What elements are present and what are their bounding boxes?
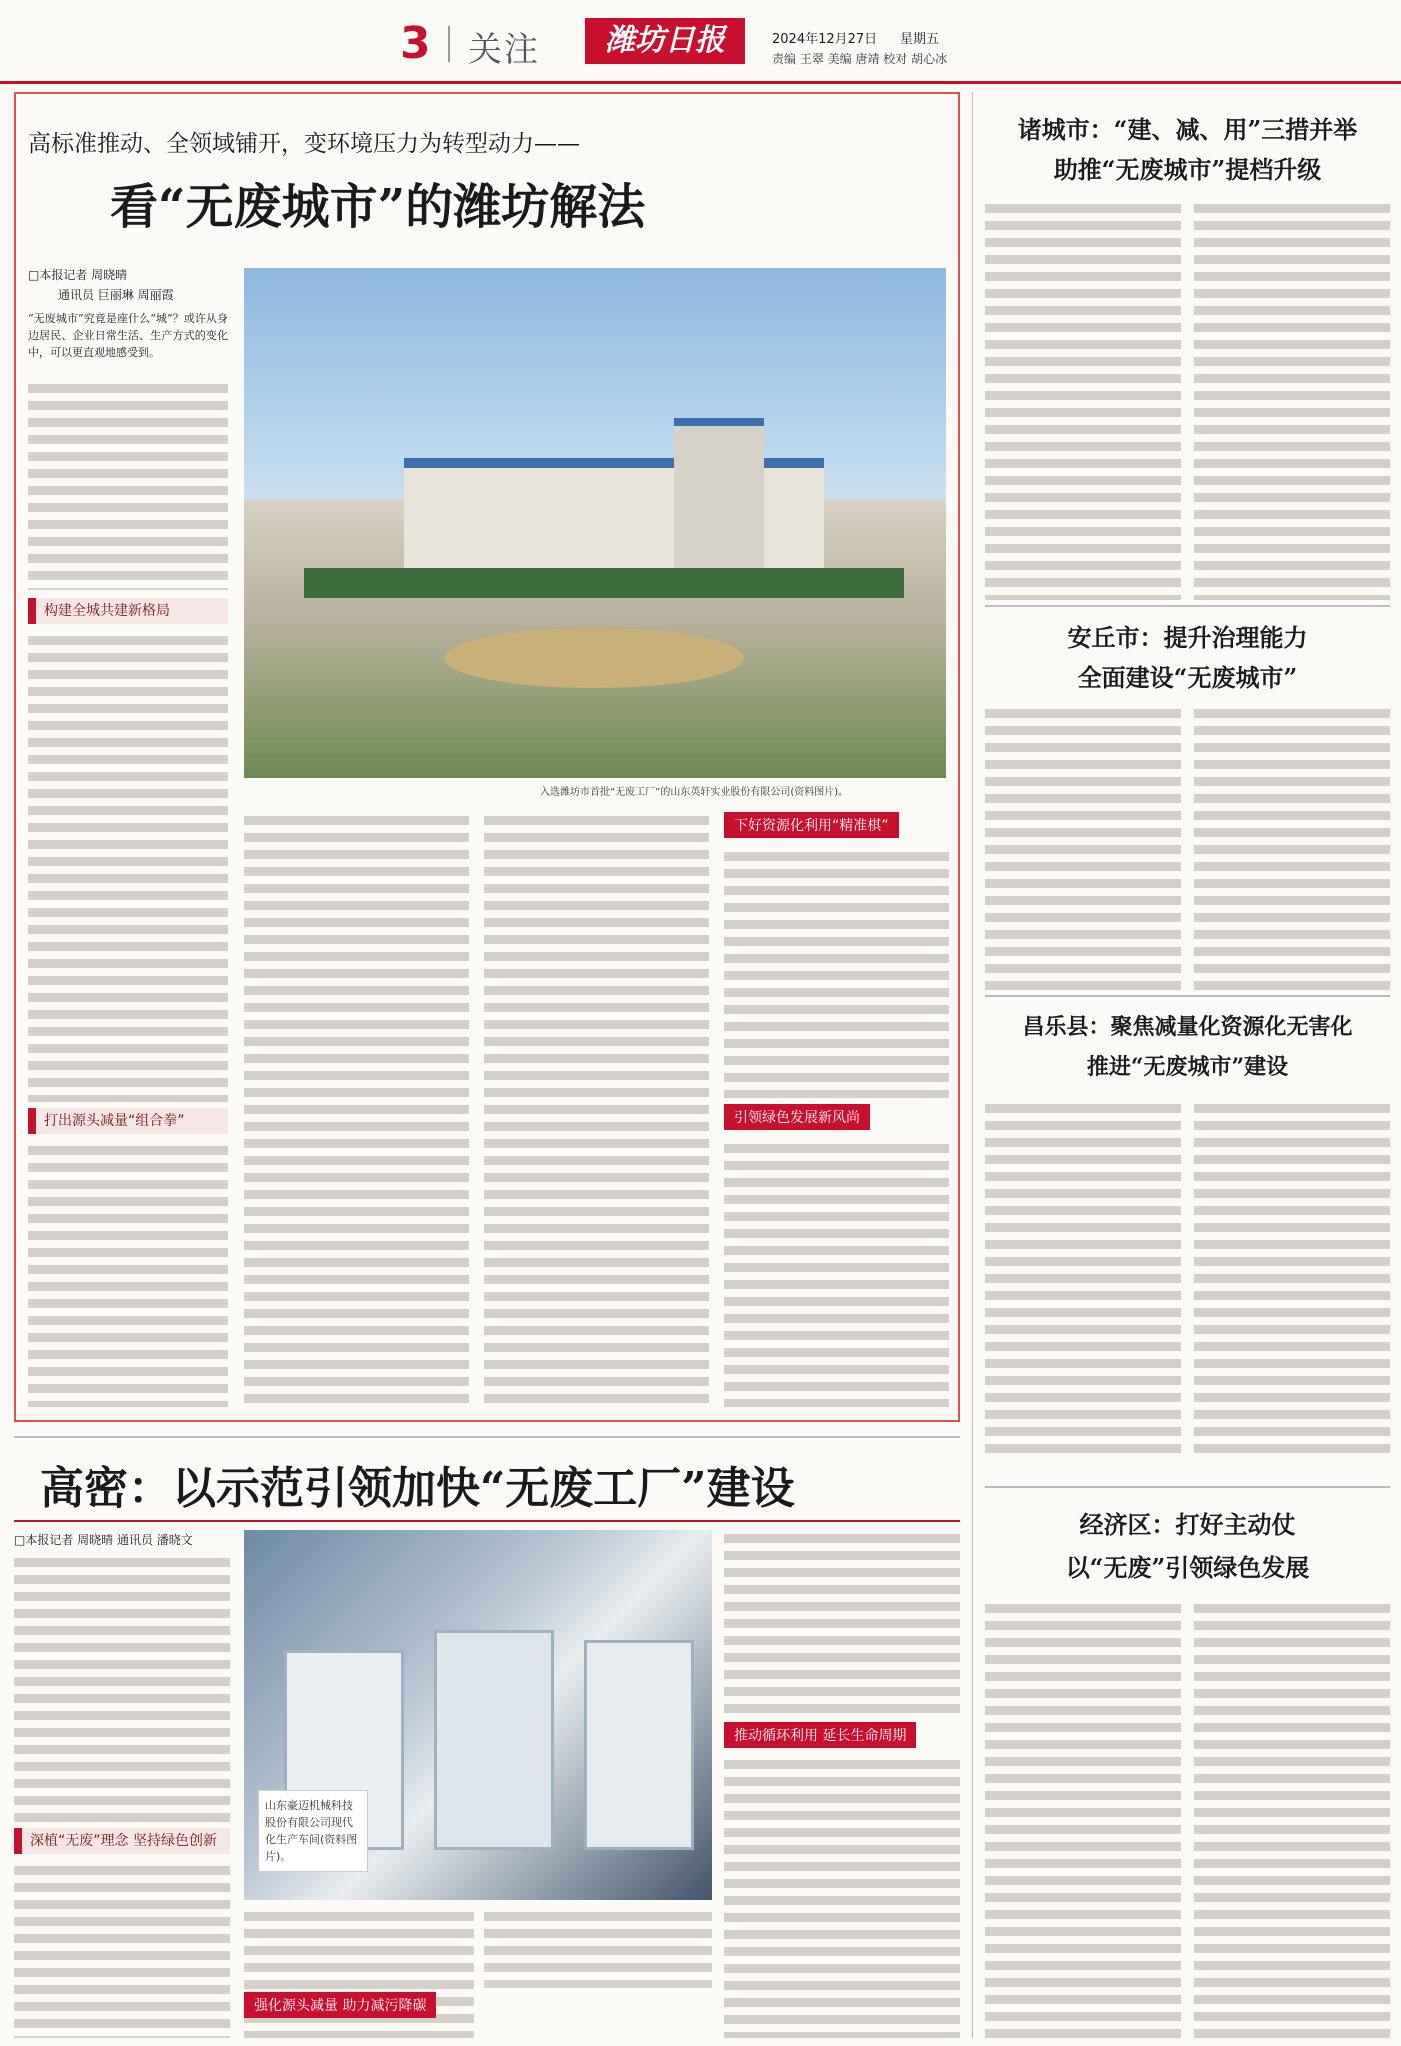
side-story-1-headline-1: 诸城市：“建、减、用”三措并举 bbox=[1017, 115, 1358, 144]
gaomi-text-col-1a bbox=[14, 1554, 230, 1822]
gaomi-text-col-4b bbox=[724, 1756, 960, 2038]
gaomi-headline: 高密：以示范引领加快“无废工厂”建设 bbox=[40, 1463, 795, 1514]
lead-subhead-3-wrap bbox=[724, 812, 949, 842]
gaomi-subhead-1: 深植“无废”理念 坚持绿色创新 bbox=[14, 1828, 230, 1854]
lead-text-col-3 bbox=[484, 812, 709, 1407]
side-story-1-col-2 bbox=[1194, 200, 1390, 600]
lead-byline-correspondent: 通讯员 巨丽琳 周丽霞 bbox=[58, 288, 174, 302]
gaomi-subhead-2: 推动循环利用 延长生命周期 bbox=[724, 1722, 916, 1748]
gaomi-byline: □本报记者 周晓晴 通讯员 潘晓文 bbox=[14, 1533, 193, 1547]
gaomi-subhead-3-wrap bbox=[244, 1992, 474, 2020]
gaomi-subhead-3: 强化源头减量 助力减污降碳 bbox=[244, 1992, 436, 2018]
side-story-1-col-1 bbox=[985, 200, 1181, 600]
paper-logo: 潍坊日报 bbox=[585, 18, 745, 64]
side-divider-3 bbox=[985, 1486, 1390, 1488]
lead-headline: 看“无废城市”的潍坊解法 bbox=[110, 179, 646, 235]
lead-intro: “无废城市”究竟是座什么“城”？或许从身边居民、企业日常生活、生产方式的变化中，可以更直观地感受到。 bbox=[28, 312, 228, 359]
lead-subhead-2: 打出源头减量“组合拳” bbox=[28, 1108, 228, 1134]
section-name: 关注 bbox=[468, 30, 540, 70]
weekday: 星期五 bbox=[900, 32, 940, 47]
lead-photo-caption: 入选潍坊市首批“无废工厂”的山东英轩实业股份有限公司(资料图片)。 bbox=[540, 787, 849, 798]
editors-line: 责编 王翠 美编 唐靖 校对 胡心冰 bbox=[772, 52, 948, 66]
lead-text-col-4a bbox=[724, 848, 949, 1098]
column-rule bbox=[972, 92, 973, 2038]
side-story-2-col-2 bbox=[1194, 705, 1390, 990]
side-story-3-col-2 bbox=[1194, 1100, 1390, 1460]
lead-photo-factory bbox=[244, 268, 946, 778]
side-divider-1 bbox=[985, 605, 1390, 607]
lead-text-col-1c bbox=[28, 1142, 228, 1407]
side-story-4-headline-2: 以“无废”引领绿色发展 bbox=[1065, 1553, 1310, 1582]
gaomi-text-col-4a bbox=[724, 1530, 960, 1715]
gaomi-photo-caption: 山东豪迈机械科技股份有限公司现代化生产车间(资料图片)。 bbox=[258, 1790, 368, 1872]
gaomi-text-col-3a bbox=[484, 1908, 712, 1988]
lead-text-col-1a bbox=[28, 380, 228, 590]
lead-subhead-1: 构建全城共建新格局 bbox=[28, 598, 228, 624]
side-story-2-headline-2: 全面建设“无废城市” bbox=[1077, 663, 1298, 692]
side-story-1-headline-2: 助推“无废城市”提档升级 bbox=[1053, 155, 1322, 184]
divider bbox=[14, 1436, 960, 1438]
side-story-3-col-1 bbox=[985, 1100, 1181, 1460]
side-story-2-headline-1: 安丘市：提升治理能力 bbox=[1067, 623, 1308, 652]
issue-date: 2024年12月27日 bbox=[772, 32, 878, 47]
side-story-3-headline-1: 昌乐县：聚焦减量化资源化无害化 bbox=[1022, 1014, 1353, 1040]
masthead-divider bbox=[448, 26, 450, 62]
lead-text-col-1b bbox=[28, 632, 228, 1102]
gaomi-divider bbox=[14, 1520, 960, 1522]
page-number: 3 bbox=[400, 18, 431, 69]
lead-text-col-4b bbox=[724, 1140, 949, 1407]
side-divider-2 bbox=[985, 995, 1390, 997]
lead-kicker: 高标准推动、全领域铺开，变环境压力为转型动力—— bbox=[28, 131, 580, 157]
side-story-3-headline-2: 推进“无废城市”建设 bbox=[1086, 1054, 1289, 1080]
gaomi-text-col-1b bbox=[14, 1862, 230, 2038]
side-story-2-col-1 bbox=[985, 705, 1181, 990]
lead-subhead-3: 下好资源化利用“精准棋” bbox=[724, 812, 899, 838]
lead-subhead-4: 引领绿色发展新风尚 bbox=[724, 1104, 870, 1130]
side-story-4-col-2 bbox=[1194, 1600, 1390, 2038]
side-story-4-col-1 bbox=[985, 1600, 1181, 2038]
side-story-4-headline-1: 经济区：打好主动仗 bbox=[1079, 1510, 1296, 1539]
lead-subhead-4-wrap bbox=[724, 1104, 949, 1134]
lead-byline-reporter: □本报记者 周晓晴 bbox=[28, 268, 128, 282]
lead-text-col-2 bbox=[244, 812, 469, 1407]
gaomi-subhead-2-wrap bbox=[724, 1722, 960, 1750]
